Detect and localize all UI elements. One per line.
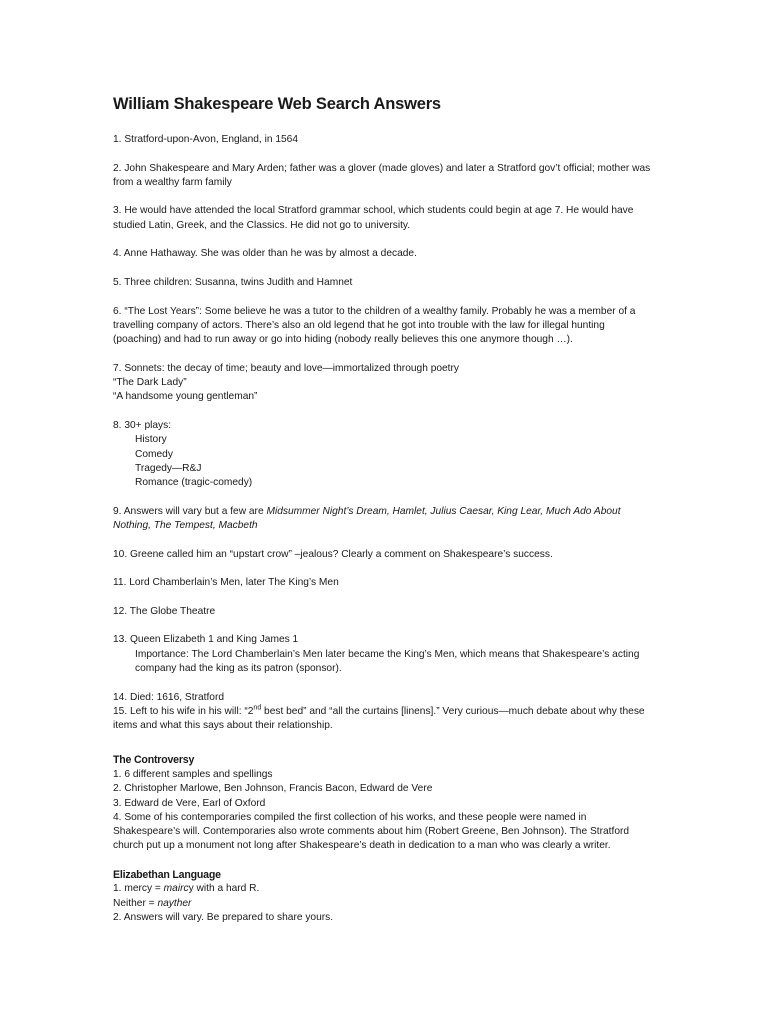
answer-13-line: 13. Queen Elizabeth 1 and King James 1 xyxy=(113,634,299,646)
answer-7-line: 7. Sonnets: the decay of time; beauty and love—immortalized through poetry xyxy=(113,362,460,374)
play-type-item: Romance (tragic-comedy) xyxy=(135,477,253,489)
play-type-item: Comedy xyxy=(135,448,173,460)
answer-14: 14. Died: 1616, Stratford xyxy=(113,691,224,703)
answer-11: 11. Lord Chamberlain’s Men, later The King’s Men xyxy=(113,577,339,589)
answer-6: 6. “The Lost Years”: Some believe he was a tutor to the children of a wealthy family. Probably he was a member of a travelling company of actors. There’s also an old legend that he got into trouble with the law for illegal hunting (poaching) and had to run away or go into hiding (nobody really believes this one anymore though …). xyxy=(113,305,636,346)
answer-13-detail: Importance: The Lord Chamberlain’s Men later became the King’s Men, which means that Shakespeare’s acting company had the king as its patron (sponsor). xyxy=(135,648,640,674)
document-body xyxy=(113,92,653,925)
controversy-item: 4. Some of his contemporaries compiled the first collection of his works, and these people were named in Shakespeare’s will. Contemporaries also wrote comments about him (Robert Greene, Ben Johnson). The Stratford church put up a monument not long after Shakespeare’s death in dedication to a man who was clearly a writer. xyxy=(113,811,630,852)
language-item-1-pre: 1. mercy = xyxy=(113,883,164,895)
answer-9-titles: Midsummer Night’s Dream, Hamlet, Julius Caesar, King Lear, Much Ado About Nothing, The Tempest, Macbeth xyxy=(113,505,621,532)
answer-8-intro: 8. 30+ plays: xyxy=(113,419,172,431)
answer-4: 4. Anne Hathaway. She was older than he was by almost a decade. xyxy=(113,248,417,260)
language-item-1-post: y with a hard R. xyxy=(188,883,260,895)
answer-2: 2. John Shakespeare and Mary Arden; father was a glover (made gloves) and later a Stratford gov’t official; mother was from a wealthy farm family xyxy=(113,162,651,188)
answer-9-prefix: 9. Answers will vary but a few are xyxy=(113,505,267,517)
page-title: William Shakespeare Web Search Answers xyxy=(113,95,441,113)
answer-13 xyxy=(113,633,653,676)
controversy-heading: The Controversy xyxy=(113,754,195,767)
answer-7-line: “A handsome young gentleman” xyxy=(113,391,258,403)
language-neither-em: nayther xyxy=(157,897,192,909)
language-item-2: 2. Answers will vary. Be prepared to share yours. xyxy=(113,911,334,923)
language-item-1-em: mairc xyxy=(163,883,189,895)
spacer xyxy=(113,854,653,868)
answer-7-line: “The Dark Lady” xyxy=(113,377,187,389)
answer-9 xyxy=(113,505,653,534)
answer-5: 5. Three children: Susanna, twins Judith and Hamnet xyxy=(113,276,353,288)
answer-15-sup: nd xyxy=(253,704,262,712)
spacer xyxy=(113,733,653,753)
play-type-item: History xyxy=(135,434,167,446)
play-type-item: Tragedy—R&J xyxy=(135,462,202,474)
answer-15 xyxy=(113,705,653,734)
controversy-item: 2. Christopher Marlowe, Ben Johnson, Francis Bacon, Edward de Vere xyxy=(113,783,433,795)
language-neither-pre: Neither = xyxy=(113,897,158,909)
language-item-neither xyxy=(113,897,653,911)
answer-3: 3. He would have attended the local Stratford grammar school, which students could begin at age 7. He would have studied Latin, Greek, and the Classics. He did not go to university. xyxy=(113,205,634,231)
controversy-item: 3. Edward de Vere, Earl of Oxford xyxy=(113,797,266,809)
language-heading: Elizabethan Language xyxy=(113,868,221,881)
answer-10: 10. Greene called him an “upstart crow” –jealous? Clearly a comment on Shakespeare’s success. xyxy=(113,548,553,560)
answer-12: 12. The Globe Theatre xyxy=(113,605,216,617)
answer-8 xyxy=(113,419,653,490)
language-item-1 xyxy=(113,882,653,896)
answer-15-post: best bed” and “all the curtains [linens].” Very curious—much debate about why these items and what this says about their relationship. xyxy=(113,705,645,732)
answer-1: 1. Stratford-upon-Avon, England, in 1564 xyxy=(113,134,299,145)
answer-15-pre: 15. Left to his wife in his will: “2 xyxy=(113,705,254,717)
controversy-item: 1. 6 different samples and spellings xyxy=(113,768,273,780)
answer-7 xyxy=(113,362,653,405)
